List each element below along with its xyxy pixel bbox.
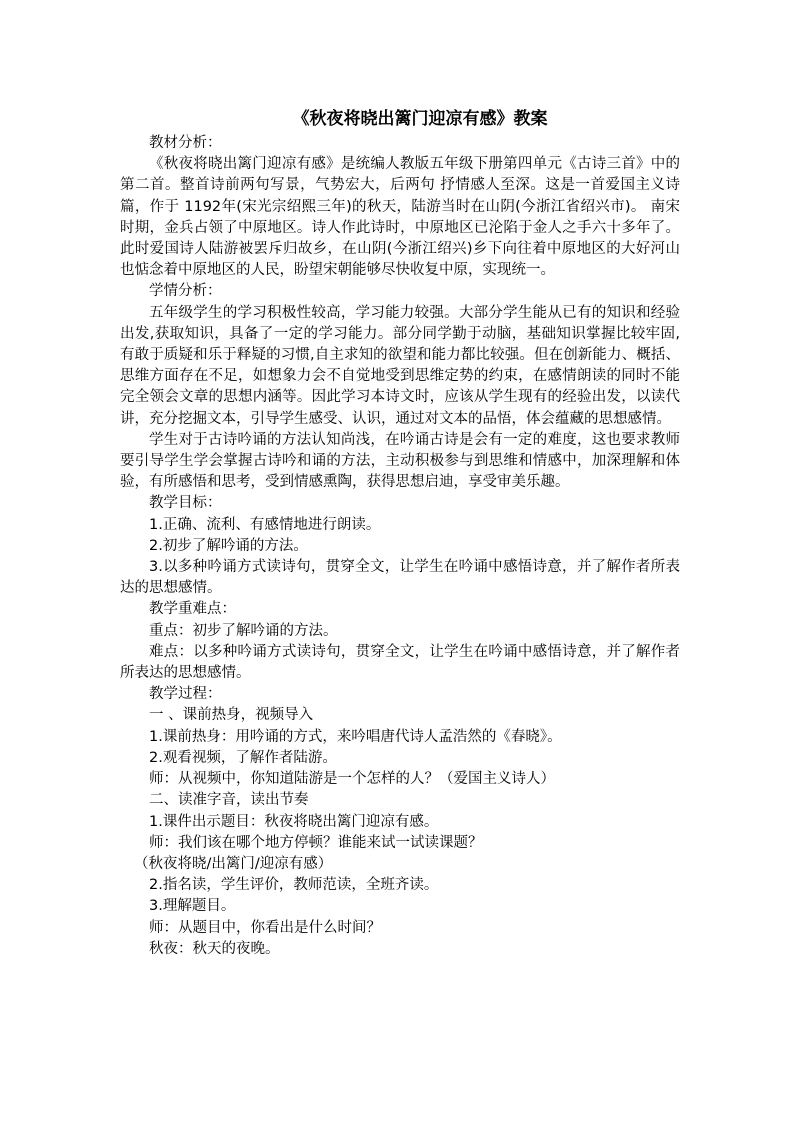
process-step-2-item-6: 师：从题目中，你看出是什么时间？ bbox=[149, 919, 381, 936]
key-point: 重点：初步了解吟诵的方法。 bbox=[149, 622, 338, 639]
process-step-1-heading: 一 、课前热身，视频导入 bbox=[149, 707, 314, 724]
section-heading-textbook-analysis: 教材分析： bbox=[149, 135, 222, 151]
teaching-goal-3: 3.以多种吟诵方式读诗句，贯穿全文，让学生在吟诵中感悟诗意，并了解作者所表达的思想感情。 bbox=[120, 559, 680, 597]
textbook-analysis-paragraph: 《秋夜将晓出篱门迎凉有感》是统编人教版五年级下册第四单元《古诗三首》中的第二首。整首诗前两句写景，气势宏大，后两句 抒情感人至深。这是一首爱国主义诗篇，作于 1192年(宋光宗绍熙三年)的秋天，陆游当时在山阴(今浙江省绍兴市)。 南宋时期，金兵占领了中原地区。诗人作此诗时，中原地区已沦陷于金人之手六十多年了。此时爱国诗人陆游被罢斥归故乡，在山阴(今浙江绍兴)乡下向往着中原地区的大好河山也惦念着中原地区的人民，盼望宋朝能够尽快收复中原，实现统一。 bbox=[120, 156, 680, 279]
process-step-2-item-1: 1.课件出示题目：秋夜将晓出篱门迎凉有感。 bbox=[149, 813, 439, 830]
section-heading-teaching-goals: 教学目标： bbox=[149, 495, 222, 512]
section-heading-key-difficult-points: 教学重难点： bbox=[149, 601, 236, 618]
process-step-2-item-4: 2.指名读，学生评价，教师范读，全班齐读。 bbox=[149, 877, 439, 894]
process-step-1-item-3: 师：从视频中，你知道陆游是一个怎样的人？（爱国主义诗人） bbox=[149, 771, 555, 788]
process-step-2-item-5: 3.理解题目。 bbox=[149, 898, 236, 915]
section-heading-teaching-process: 教学过程： bbox=[149, 686, 222, 703]
student-analysis-paragraph-1: 五年级学生的学习积极性较高，学习能力较强。大部分学生能从已有的知识和经验出发,获取知识，具备了一定的学习能力。部分同学勤于动脑，基础知识掌握比较牢固,有敢于质疑和乐于释疑的习惯,自主求知的欲望和能力都比较强。但在创新能力、概括、思维方面存在不足，如想象力会不自觉地受到思维定势的约束，在感情朗读的同时不能完全领会文章的思想内涵等。因此学习本诗文时，应该从学生现有的经验出发，以读代讲，充分挖掘文本，引导学生感受、认识，通过对文本的品悟，体会蕴藏的思想感情。 bbox=[120, 304, 680, 427]
lesson-plan-page bbox=[120, 105, 680, 960]
process-step-2-item-2: 师：我们该在哪个地方停顿？谁能来试一试读课题？ bbox=[149, 834, 483, 851]
difficult-point: 难点：以多种吟诵方式读诗句，贯穿全文，让学生在吟诵中感悟诗意，并了解作者所表达的思想感情。 bbox=[120, 643, 680, 682]
teaching-goal-2: 2.初步了解吟诵的方法。 bbox=[149, 537, 308, 554]
process-step-2-heading: 二、读准字音，读出节奏 bbox=[149, 792, 309, 809]
process-step-2-item-7: 秋夜：秋天的夜晚。 bbox=[149, 940, 280, 957]
process-step-1-item-1: 1.课前热身：用吟诵的方式，来吟唱唐代诗人孟浩然的《春晓》。 bbox=[149, 728, 562, 745]
section-heading-student-analysis: 学情分析： bbox=[149, 283, 222, 300]
page-title: 《秋夜将晓出篱门迎凉有感》教案 bbox=[292, 109, 548, 129]
student-analysis-paragraph-2: 学生对于古诗吟诵的方法认知尚浅，在吟诵古诗是会有一定的难度，这也要求教师要引导学生学会掌握古诗吟和诵的方法，主动积极参与到思维和情感中，加深理解和体验，有所感悟和思考，受到情感熏陶，获得思想启迪，享受审美乐趣。 bbox=[120, 431, 680, 491]
process-step-1-item-2: 2.观看视频，了解作者陆游。 bbox=[149, 749, 337, 766]
process-step-2-item-3: （秋夜将晓/出篱门/迎凉有感） bbox=[134, 855, 333, 872]
teaching-goal-1: 1.正确、流利、有感情地进行朗读。 bbox=[149, 516, 381, 533]
